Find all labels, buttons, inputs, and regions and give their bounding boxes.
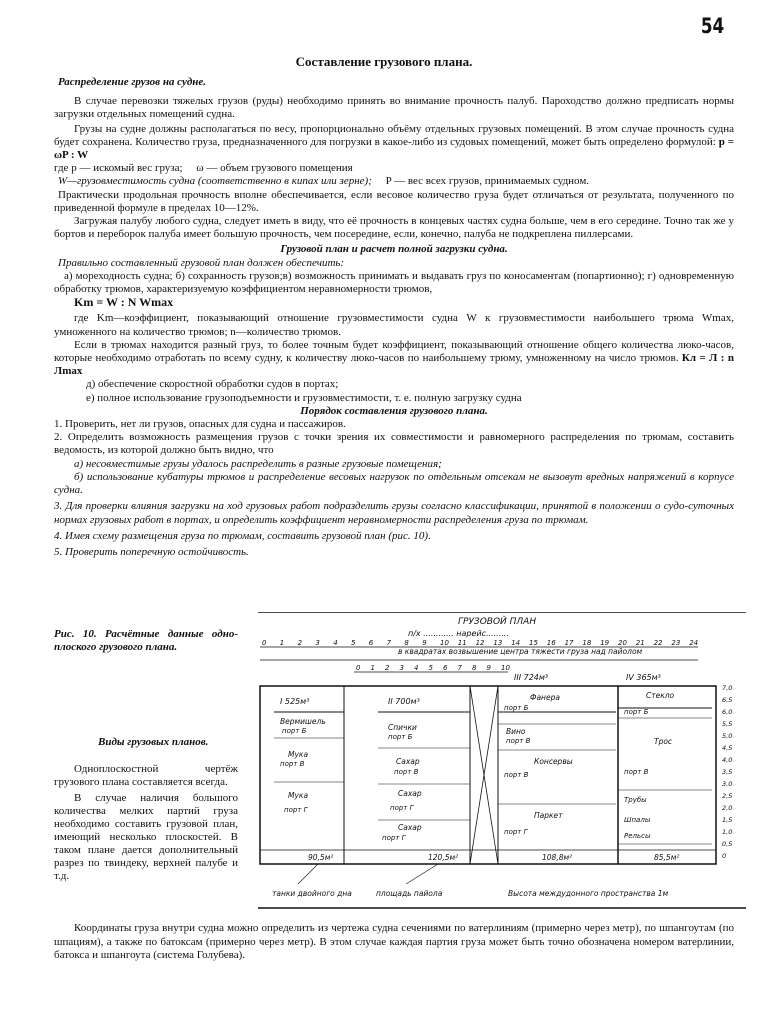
cargo-label: Вино <box>506 727 526 736</box>
paragraph: Практически продольная прочность вполне обеспечивается, если весовое количество груза будет отличаться от результата, полученного по приведенной формуле в пределах 10—12%. <box>54 188 734 214</box>
cargo-label: Стекло <box>646 691 675 700</box>
cargo-label: Фанера <box>530 693 560 702</box>
definition-line: где p — искомый вес груза; ω — объем грузового помещения <box>54 162 353 175</box>
height-scale-label: 0 <box>722 852 727 860</box>
scale-tick-label: 5 <box>428 664 433 672</box>
scale-tick-label: 13 <box>493 639 503 647</box>
cargo-port: порт В <box>394 768 419 776</box>
top-scale <box>260 639 698 660</box>
step-2: 2. Определить возможность размещения грузов с точки зрения их совместимости и равномерного распределения по трюмам, составить ведомость, из которой должно быть видно, что <box>54 431 734 457</box>
step-2a: а) несовместимые грузы удалось распределить в разные грузовые помещения; <box>74 457 442 470</box>
height-scale-label: 4,5 <box>722 744 733 752</box>
scale-tick-label: 2 <box>297 639 303 647</box>
scale-tick-label: 14 <box>511 639 521 647</box>
paragraph: где Km—коэффициент, показывающий отношение грузовместимости судна W к грузовместимости наибольшего трюма Wmax, умноженного на количество трюмов; n—количество трюмов. <box>54 312 734 338</box>
scale-tick-label: 21 <box>635 639 645 647</box>
height-scale-label: 3,0 <box>722 780 733 788</box>
scale-tick-label: 8 <box>472 664 477 672</box>
cargo-label: Сахар <box>398 823 422 832</box>
cargo-port: порт Б <box>504 704 529 712</box>
cargo-label: Мука <box>288 791 309 800</box>
scale-tick-label: 11 <box>457 639 467 647</box>
scale-tick-label: 10 <box>501 664 510 672</box>
cargo-port: порт В <box>280 760 305 768</box>
step-4: 4. Имея схему размещения груза по трюмам, составить грузовой план (рис. 10). <box>54 529 431 542</box>
cargo-label: Шпалы <box>624 816 651 824</box>
scale-tick-label: 9 <box>422 639 427 647</box>
scale-tick-label: 19 <box>600 639 610 647</box>
scale-tick-label: 18 <box>582 639 592 647</box>
plan-title: ГРУЗОВОЙ ПЛАН <box>458 617 537 627</box>
scale-tick-label: 0 <box>262 639 267 647</box>
paragraph: Загружая палубу любого судна, следует иметь в виду, что её прочность в концевых частях судна больше, чем в его середине. Точно так же у бортов и переборок палуба имеет большую прочность, чем посередине, если, конечно, палуба не подкреплена пиллерсами. <box>54 215 734 241</box>
scale-tick-label: 1 <box>279 639 285 647</box>
cargo-port: порт Г <box>390 804 414 812</box>
scale-tick-label: 9 <box>486 664 491 672</box>
scale-tick-label: 24 <box>689 639 699 647</box>
scale-tick-label: 15 <box>529 639 538 647</box>
legend-label: Высота междудонного пространства 1м <box>508 889 669 898</box>
scale-tick-label: 5 <box>351 639 356 647</box>
formula-km: Km = W : N Wmax <box>74 295 174 310</box>
scale-tick-label: 10 <box>440 639 449 647</box>
cargo-label: Вермишель <box>280 717 326 726</box>
height-scale-label: 2,0 <box>722 804 733 812</box>
cargo-label: Сахар <box>398 789 422 798</box>
step-3: 3. Для проверки влияния загрузки на ход грузовых работ подразделить грузы согласно классификации, принятой в положении о судо-суточных нормах грузовых работ в портах, и определить коэффициент неравномерности распределения груза по трюмам. <box>54 500 734 526</box>
scale-tick-label: 0 <box>356 664 361 672</box>
scale-tick-label: 16 <box>546 639 556 647</box>
definition-line: W—грузовместимость судна (соответственно в кипах или зерне); P — вес всех грузов, принимаемых судном. <box>58 175 590 188</box>
hold-2-area: II 700м³ <box>388 697 420 706</box>
legend-label: площадь пайола <box>376 889 443 898</box>
list-item: д) обеспечение скоростной обработки судов в портах; <box>86 378 339 391</box>
height-scale-label: 7,0 <box>722 684 733 692</box>
scale-tick-label: 6 <box>443 664 448 672</box>
scale-tick-label: 4 <box>414 664 419 672</box>
bottom-paragraph-block <box>54 922 734 963</box>
section-heading: Распределение грузов на судне. <box>58 76 207 88</box>
hold-3-area: III 724м³ <box>514 673 549 682</box>
step-1: 1. Проверить, нет ли грузов, опасных для судна и пассажиров. <box>54 418 346 431</box>
formula-kl: Кл = Л : n Лmax <box>54 352 734 378</box>
height-scale-label: 1,5 <box>722 816 733 824</box>
scale-tick-label: 7 <box>386 639 392 647</box>
scale-caption: в квадратах возвышение центра тяжести груза над пайолом <box>398 647 643 656</box>
scale-tick-label: 22 <box>653 639 663 647</box>
scale-tick-label: 17 <box>564 639 574 647</box>
height-scale-label: 2,5 <box>722 792 733 800</box>
section-heading: Порядок составления грузового плана. <box>300 404 488 417</box>
cargo-label: Спички <box>388 723 417 732</box>
cargo-port: порт Г <box>382 834 406 842</box>
list-item: а) мореходность судна; б) сохранность грузов;в) возможность принимать и выдавать груз по коносаментам (попартионно); г) одновременную обработку трюмов, характеризуемую коэффициентом неравномерности трюмов, <box>54 269 734 296</box>
cargo-port: порт Г <box>284 806 308 814</box>
step-5: 5. Проверить поперечную остойчивость. <box>54 545 249 558</box>
cargo-port: порт В <box>624 768 649 776</box>
height-scale-label: 6,0 <box>722 708 733 716</box>
hold-1-area: I 525м³ <box>280 697 310 706</box>
paragraph: В случае наличия большого количества мелких партий груза необходимо составить грузовой план, имеющий несколько плоскостей. В таком плане дается дополнительный разрез по твиндеку, верхней палубе и т.д. <box>54 792 238 882</box>
figure-caption-column <box>54 628 238 883</box>
cargo-plan-drawing <box>258 612 746 922</box>
height-scale-label: 5,5 <box>722 720 733 728</box>
paragraph: Грузы на судне должны располагаться по весу, пропорционально объёму отдельных грузовых помещений. В этом случае прочность судна будет сохранена. Количество груза, предназначенного для погрузки в какое-либо из судовых помещений, может быть определено формулой: p = ωP : W <box>54 122 734 162</box>
area-label: 108,8м² <box>542 853 573 862</box>
cargo-label: Трос <box>654 737 673 746</box>
cargo-port: порт Б <box>624 708 649 716</box>
scale-tick-label: 1 <box>370 664 375 672</box>
page-number: 54 <box>700 14 724 38</box>
cargo-port: порт В <box>506 737 531 745</box>
list-item: е) полное использование грузоподъемности и грузовместимости, т. е. полную загрузку судна <box>86 391 522 404</box>
paragraph: Если в трюмах находится разный груз, то более точным будет коэффициент, показывающий отношение общего количества люко-часов, которые необходимо отработать по всему судну, к количеству люко-часов по наибольшему трюму, умноженному на число трюмов. Кл = Л : n Лmax <box>54 338 734 378</box>
scale-tick-label: 3 <box>315 639 320 647</box>
height-scale-label: 6,5 <box>722 696 733 704</box>
area-label: 85,5м² <box>654 853 680 862</box>
legend-label: танки двойного дна <box>272 889 352 898</box>
scale-tick-label: 3 <box>399 664 404 672</box>
height-scale-label: 1,0 <box>722 828 733 836</box>
height-scale-label: 3,5 <box>722 768 733 776</box>
cargo-port: порт Б <box>282 727 307 735</box>
paragraph: В случае перевозки тяжелых грузов (руды) необходимо принять во внимание прочность палуб. Пароходство должно предписать нормы загрузки отдельных помещений судна. <box>54 95 734 121</box>
cargo-label: Мука <box>288 750 309 759</box>
cargo-port: порт В <box>504 771 529 779</box>
height-scale-label: 0,5 <box>722 840 733 848</box>
scale-tick-label: 23 <box>671 639 681 647</box>
scale-tick-label: 7 <box>457 664 462 672</box>
scale-tick-label: 20 <box>618 639 627 647</box>
scale-tick-label: 4 <box>333 639 338 647</box>
area-label: 90,5м² <box>308 853 334 862</box>
height-scale-label: 5,0 <box>722 732 733 740</box>
page-title: Составление грузового плана. <box>295 54 473 69</box>
section-heading: Грузовой план и расчет полной загрузки судна. <box>280 243 508 256</box>
height-scale-label: 4,0 <box>722 756 733 764</box>
scale-tick-label: 6 <box>368 639 374 647</box>
scale-tick-label: 8 <box>404 639 409 647</box>
hold-4-area: IV 365м³ <box>626 673 661 682</box>
step-2b: б) использование кубатуры трюмов и распределение весовых нагрузок по отдельным отсекам не вызовут вредных напряжений в корпусе судна. <box>54 470 734 497</box>
scale-tick-label: 12 <box>475 639 485 647</box>
mid-scale <box>354 664 510 672</box>
area-label: 120,5м² <box>428 853 459 862</box>
section-distribution <box>54 76 734 559</box>
cargo-label: Паркет <box>534 811 563 820</box>
paragraph: Координаты груза внутри судна можно определить из чертежа судна сечениями по ватерлиниям (примерно через метр), по шпангоутам (по шпациям), а также по батоксам (примерно через метр). В этом случае каждая партия груза может быть точно обозначена номером ватерлинии, батокса и шпангоута (система Голубева). <box>54 922 734 961</box>
cargo-label: Рельсы <box>624 832 651 840</box>
intro-line: Правильно составленный грузовой план должен обеспечить: <box>58 256 345 269</box>
paragraph: Одноплоскостной чертёж грузового плана составляется всегда. <box>54 763 238 788</box>
section-heading: Виды грузовых планов. <box>98 736 209 748</box>
cargo-label: Сахар <box>396 757 420 766</box>
cargo-port: порт Г <box>504 828 528 836</box>
cargo-plan-figure <box>258 612 746 922</box>
scale-tick-label: 2 <box>385 664 390 672</box>
cargo-port: порт Б <box>388 733 413 741</box>
figure-caption: Рис. 10. Расчётные данные одно-плоского грузового плана. <box>54 628 238 653</box>
cargo-label: Консервы <box>534 757 573 766</box>
cargo-label: Трубы <box>624 796 647 804</box>
plan-subtitle: п/х ............ нарейс......... <box>408 629 509 638</box>
formula-p: p = ωP : W <box>54 135 734 162</box>
